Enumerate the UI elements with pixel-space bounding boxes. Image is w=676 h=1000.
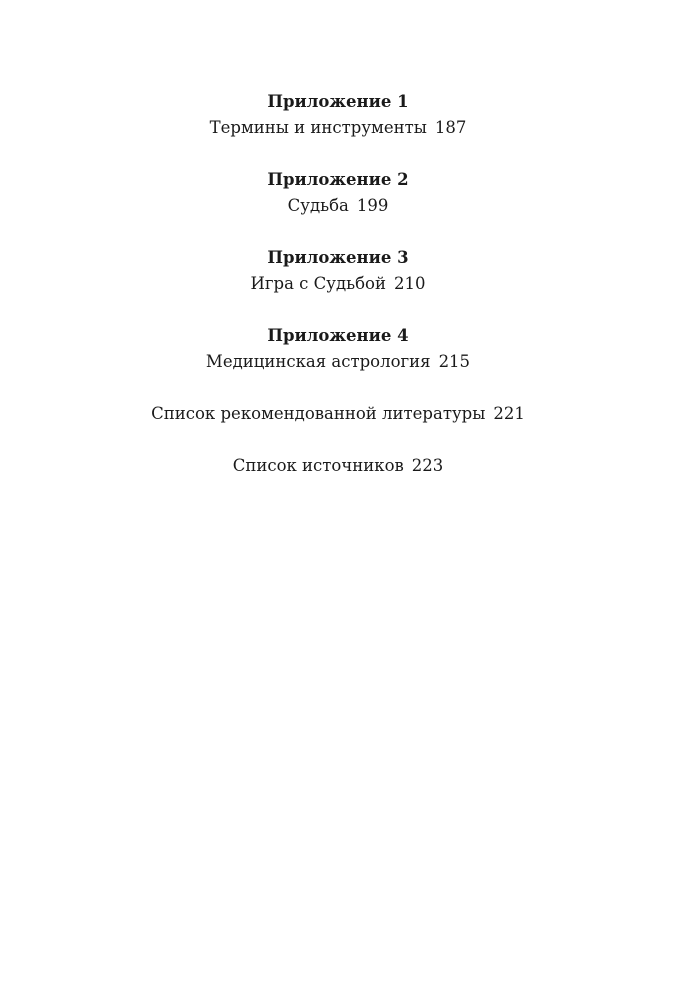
toc-entry-appendix-2: [0, 167, 676, 219]
toc-entry-appendix-3: [0, 245, 676, 297]
toc-page-number: 221: [493, 404, 525, 423]
toc-title: Игра с Судьбой: [250, 274, 386, 293]
toc-page-number: 199: [356, 196, 389, 215]
toc-line: [0, 401, 676, 427]
toc-page-number: 223: [411, 456, 444, 475]
toc-title: Судьба: [287, 196, 349, 215]
toc-heading: Приложение 2: [267, 170, 409, 189]
toc-title: Термины и инструменты: [209, 118, 427, 137]
toc-entry-appendix-1: [0, 89, 676, 141]
toc-line: [0, 115, 676, 141]
toc-line: [0, 349, 676, 375]
toc-page-number: 210: [394, 274, 426, 293]
table-of-contents: [0, 89, 676, 505]
toc-line: [0, 271, 676, 297]
toc-heading: Приложение 4: [267, 326, 409, 345]
toc-page-number: 215: [438, 352, 471, 371]
toc-page-number: 187: [434, 118, 467, 137]
toc-title: Медицинская астрология: [205, 352, 431, 371]
toc-title: Список рекомендованной литературы: [151, 404, 486, 423]
toc-entry-appendix-4: [0, 323, 676, 375]
toc-entry-sources: [0, 453, 676, 479]
toc-title: Список источников: [232, 456, 404, 475]
toc-entry-recommended-literature: [0, 401, 676, 427]
toc-heading: Приложение 3: [267, 248, 409, 267]
toc-heading: Приложение 1: [267, 92, 409, 111]
toc-line: [0, 453, 676, 479]
toc-line: [0, 193, 676, 219]
